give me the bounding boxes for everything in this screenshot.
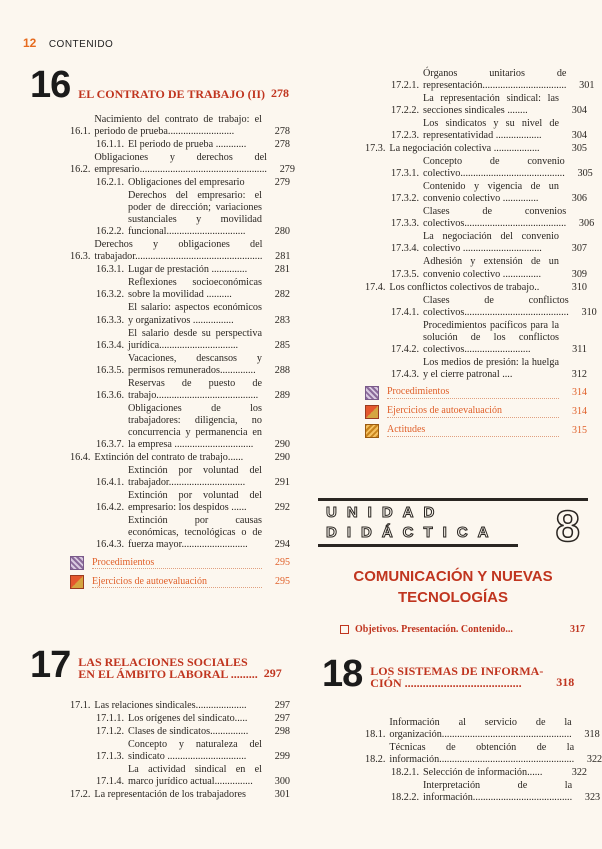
toc-entry-number: 17.1.1. (96, 713, 125, 725)
toc-entry-title: Concepto y naturaleza del sindicato ............................... (128, 739, 262, 763)
toc-entry-title: Clases de conflictos colectivos......................................... (423, 294, 569, 318)
toc-entry-page: 306 (578, 218, 595, 230)
toc-entry-title: Reservas de puesto de trabajo........................................ (128, 377, 262, 401)
unit-label-2: DIDÁCTICA (326, 524, 499, 541)
toc-entry[interactable] (70, 403, 290, 451)
toc-entry-number: 17.2. (70, 789, 91, 801)
toc-entry[interactable] (70, 277, 290, 301)
toc-entry[interactable] (365, 93, 587, 117)
toc-entry-title: Extinción por voluntad del empresario: los despidos ...... (128, 489, 262, 513)
toc-entry-title: La representación de los trabajadores (94, 789, 246, 801)
objectives-label: Objetivos. Presentación. Contenido... (355, 624, 513, 635)
toc-entry[interactable] (70, 465, 290, 489)
toc-entry-title: El salario desde su perspectiva jurídica............................... (128, 327, 262, 351)
toc-entry-number: 16.4. (70, 451, 91, 463)
toc-entry-page: 279 (274, 177, 290, 189)
toc-special-entry[interactable] (70, 556, 290, 570)
toc-entry-title: El salario: aspectos económicos y organizativos ................ (128, 302, 262, 326)
toc-entry-page: 283 (274, 314, 290, 326)
toc-entry-number: 16.3.5. (96, 364, 125, 376)
toc-entry[interactable] (70, 490, 290, 514)
page-number: 12 (23, 36, 37, 50)
toc-entry[interactable] (70, 789, 290, 801)
toc-entry-number: 16.4.3. (96, 539, 125, 551)
chapter-number: 17 (30, 644, 71, 686)
toc-entry[interactable] (70, 328, 290, 352)
chapter-page: 278 (270, 86, 289, 100)
toc-entry[interactable] (365, 767, 587, 779)
toc-entry-page: 289 (274, 389, 290, 401)
toc-entry-number: 17.3.5. (391, 268, 420, 280)
toc-entry-page: 306 (571, 193, 587, 205)
toc-special-page: 314 (572, 386, 587, 398)
toc-entry-page: 305 (577, 168, 593, 180)
toc-entry-number: 17.2.1. (391, 80, 420, 92)
toc-entry-title: La actividad sindical en el marco jurídico actual............... (128, 764, 262, 788)
toc-entry-title: Procedimientos pacíficos para la solución de los conflictos colectivos.......................... (423, 319, 559, 355)
toc-entry-number: 16.3. (70, 251, 91, 263)
toc-entry-number: 16.3.4. (96, 339, 125, 351)
toc-entry[interactable] (365, 68, 595, 92)
toc-entry-number: 16.3.6. (96, 389, 125, 401)
chapter-title-line2: EN EL ÁMBITO LABORAL ......... (78, 667, 258, 682)
toc-entry-page: 304 (571, 130, 587, 142)
toc-entry[interactable] (70, 139, 290, 151)
toc-entry-number: 17.4. (365, 281, 386, 293)
toc-entry[interactable] (70, 264, 290, 276)
toc-entry-title: Extinción por causas económicas, tecnológicas o de fuerza mayor.......................... (128, 515, 262, 551)
unit-number: 8 (555, 502, 580, 551)
chapter-page: 297 (263, 666, 282, 680)
chapter-17-toc (70, 700, 290, 802)
toc-entry-page: 288 (274, 364, 290, 376)
toc-entry-page: 294 (274, 539, 290, 551)
toc-entry[interactable] (70, 515, 290, 551)
toc-entry-title: Técnicas de obtención de la información..................................................... (389, 742, 575, 766)
toc-entry[interactable] (365, 282, 587, 294)
toc-entry[interactable] (70, 452, 290, 464)
unit-banner-top-rule (318, 498, 588, 501)
checkbox-icon (340, 625, 349, 634)
toc-entry-number: 17.3.1. (391, 168, 420, 180)
toc-entry-number: 17.1.2. (96, 726, 125, 738)
toc-entry-number: 16.2. (70, 164, 91, 176)
chapter-17-toc-continued (365, 68, 597, 438)
toc-entry[interactable] (70, 177, 290, 189)
toc-entry[interactable] (70, 700, 290, 712)
toc-entry-page: 285 (274, 339, 290, 351)
toc-entry-page: 299 (274, 751, 290, 763)
toc-entry[interactable] (70, 739, 290, 763)
chapter-number: 18 (322, 653, 363, 695)
toc-special-label: Ejercicios de autoevaluación (92, 576, 262, 589)
toc-entry-title: Clases de convenios colectivos........................................ (423, 206, 567, 230)
toc-special-label: Actitudes (387, 424, 559, 437)
toc-entry-title: Los sindicatos y su nivel de representatividad .................. (423, 118, 559, 142)
toc-entry-title: Órganos unitarios de representación................................. (423, 68, 567, 92)
toc-entry-title: Extinción del contrato de trabajo...... (94, 451, 244, 463)
toc-entry-page: 310 (571, 281, 587, 293)
toc-entry-page: 298 (274, 726, 290, 738)
page-header (23, 34, 113, 52)
toc-entry-page: 291 (274, 476, 290, 488)
toc-entry[interactable] (70, 190, 290, 238)
chapter-16-toc (70, 114, 295, 589)
toc-entry[interactable] (365, 717, 600, 741)
toc-entry-title: Interpretación de la información....................................... (423, 780, 573, 804)
toc-entry-page: 322 (571, 767, 587, 779)
toc-entry-page: 301 (274, 789, 290, 801)
objectives-page: 317 (570, 624, 585, 635)
toc-entry-page: 322 (586, 754, 602, 766)
toc-entry-number: 17.3.3. (391, 218, 420, 230)
page-header-title: CONTENIDO (48, 39, 114, 50)
toc-entry-number: 17.2.3. (391, 130, 420, 142)
toc-entry-title: La negociación del convenio colectivo ............................... (423, 231, 559, 255)
toc-entry-page: 311 (572, 343, 587, 355)
toc-entry-title: El periodo de prueba ............ (128, 139, 247, 151)
toc-entry-title: Lugar de prestación .............. (128, 264, 248, 276)
toc-entry-page: 297 (274, 713, 290, 725)
toc-entry[interactable] (70, 764, 290, 788)
toc-entry[interactable] (70, 726, 290, 738)
toc-entry[interactable] (365, 206, 595, 230)
toc-entry-number: 17.4.3. (391, 368, 420, 380)
toc-entry-title: La negociación colectiva .................. (389, 143, 540, 155)
toc-entry-page: 281 (274, 264, 290, 276)
unit-title-line2: TECNOLOGÍAS (397, 589, 508, 606)
chapter-16-heading (30, 66, 289, 104)
toc-entry-page: 307 (571, 243, 587, 255)
toc-entry[interactable] (365, 231, 587, 255)
toc-entry-title: Información al servicio de la organización................................................... (389, 717, 572, 741)
toc-entry[interactable] (365, 357, 587, 381)
toc-entry-page: 309 (571, 268, 587, 280)
attitudes-icon (365, 424, 379, 438)
toc-entry[interactable] (365, 181, 587, 205)
chapter-number: 16 (30, 64, 71, 106)
toc-entry[interactable] (365, 780, 601, 804)
unit-label: UNIDAD (326, 504, 445, 521)
chapter-title: EL CONTRATO DE TRABAJO (II) (78, 87, 265, 102)
toc-entry-number: 16.3.2. (96, 289, 125, 301)
toc-entry-number: 17.1. (70, 700, 91, 711)
toc-entry[interactable] (365, 742, 602, 766)
toc-entry-title: Derechos del empresario: el poder de dirección; variaciones sustanciales y movilidad funcional............................... (128, 190, 262, 238)
toc-entry-page: 318 (584, 729, 600, 741)
toc-entry-number: 16.2.2. (96, 226, 125, 238)
toc-entry[interactable] (365, 256, 587, 280)
toc-entry[interactable] (365, 143, 587, 155)
toc-entry-page: 300 (274, 776, 290, 788)
chapter-18-heading (322, 655, 574, 693)
toc-entry[interactable] (365, 294, 597, 319)
toc-special-entry[interactable] (70, 575, 290, 589)
toc-entry-title: Adhesión y extensión de un convenio colectivo ............... (423, 256, 559, 280)
toc-special-page: 314 (572, 405, 587, 417)
toc-special-label: Ejercicios de autoevaluación (387, 405, 559, 418)
unit-title-line1: COMUNICACIÓN Y NUEVAS (353, 568, 553, 585)
toc-entry-number: 16.4.1. (96, 476, 125, 488)
toc-special-entry[interactable] (365, 405, 587, 419)
toc-entry-number: 18.2. (365, 754, 386, 766)
toc-entry[interactable] (70, 378, 290, 402)
toc-entry[interactable] (365, 118, 587, 142)
toc-special-label: Procedimientos (92, 557, 262, 570)
toc-entry-title: Vacaciones, descansos y permisos remunerados.............. (128, 352, 262, 376)
toc-special-page: 315 (572, 424, 587, 436)
toc-entry-page: 280 (274, 226, 290, 238)
toc-entry-page: 304 (571, 105, 587, 117)
toc-entry[interactable] (365, 156, 593, 180)
chapter-title-line1: LAS RELACIONES SOCIALES (78, 654, 248, 669)
toc-entry-page: 312 (571, 368, 587, 380)
chapter-title (370, 665, 550, 693)
toc-entry-number: 17.1.4. (96, 776, 125, 788)
toc-entry-page: 279 (279, 164, 295, 176)
chapter-page: 318 (556, 675, 575, 689)
toc-entry-page: 292 (274, 501, 290, 513)
toc-entry-number: 17.4.2. (391, 343, 420, 355)
toc-entry-title: Nacimiento del contrato de trabajo: el periodo de prueba.......................... (94, 114, 262, 138)
toc-entry-number: 16.1. (70, 126, 91, 138)
toc-entry-number: 16.3.1. (96, 264, 125, 276)
toc-entry-number: 17.4.1. (391, 306, 420, 318)
chapter-title (78, 656, 257, 684)
toc-entry-number: 18.2.1. (391, 767, 420, 779)
toc-entry-page: 281 (275, 251, 291, 263)
toc-special-entry[interactable] (365, 386, 587, 400)
unit-objectives-entry[interactable] (340, 624, 585, 635)
toc-entry-page: 282 (274, 289, 290, 301)
toc-entry-title: Reflexiones socioeconómicas sobre la movilidad .......... (128, 277, 262, 301)
procedures-icon (70, 556, 84, 570)
toc-entry-number: 17.3.4. (391, 243, 420, 255)
toc-entry-number: 17.1.3. (96, 751, 125, 763)
toc-entry-number: 16.1.1. (96, 139, 125, 151)
chapter-title-line2: CIÓN ....................................... (370, 676, 522, 691)
procedures-icon (365, 386, 379, 400)
toc-entry-number: 16.2.1. (96, 177, 125, 189)
toc-entry-title: Extinción por voluntad del trabajador.............................. (128, 464, 262, 488)
toc-entry-number: 17.3. (365, 143, 386, 155)
toc-entry-number: 16.4.2. (96, 501, 125, 513)
toc-entry-page: 297 (274, 700, 290, 711)
toc-entry-title: Los medios de presión: la huelga y el cierre patronal .... (423, 356, 559, 380)
toc-entry-title: Concepto de convenio colectivo......................................... (423, 156, 565, 180)
toc-entry-number: 18.2.2. (391, 792, 420, 804)
toc-entry[interactable] (70, 152, 295, 176)
toc-entry-page: 323 (584, 792, 601, 804)
self-evaluation-icon (365, 405, 379, 419)
toc-special-label: Procedimientos (387, 386, 559, 399)
self-evaluation-icon (70, 575, 84, 589)
toc-entry-page: 310 (581, 306, 597, 318)
unit-banner (318, 498, 588, 550)
toc-entry-title: Los conflictos colectivos de trabajo.. (389, 281, 540, 293)
toc-entry-page: 305 (571, 143, 587, 155)
toc-entry-page: 290 (274, 438, 290, 450)
toc-entry-page: 290 (274, 451, 290, 463)
toc-entry-number: 17.2.2. (391, 105, 420, 117)
toc-entry-number: 17.3.2. (391, 193, 420, 205)
toc-entry-title: Obligaciones de los trabajadores: diligencia, no concurrencia y permanencia en la empresa ............................... (128, 402, 262, 450)
toc-entry-title: Selección de información...... (423, 767, 543, 779)
toc-entry-title: Los orígenes del sindicato..... (128, 713, 248, 725)
toc-entry-number: 18.1. (365, 729, 386, 741)
toc-entry-number: 16.3.7. (96, 438, 125, 450)
toc-entry-title: Derechos y obligaciones del trabajador.................................................. (94, 239, 263, 263)
toc-entry-page: 301 (579, 80, 595, 92)
toc-entry[interactable] (70, 302, 290, 326)
chapter-18-toc (365, 717, 602, 805)
toc-entry-title: Contenido y vigencia de un convenio colectivo .............. (423, 181, 559, 205)
toc-entry-title: Clases de sindicatos............... (128, 726, 249, 738)
chapter-title-line1: LOS SISTEMAS DE INFORMA- (370, 663, 544, 678)
unit-banner-bottom-rule (318, 544, 518, 547)
toc-entry-page: 278 (274, 139, 290, 151)
toc-entry[interactable] (70, 713, 290, 725)
toc-entry-number: 16.3.3. (96, 314, 125, 326)
toc-entry-page: 278 (274, 126, 290, 138)
toc-entry[interactable] (70, 353, 290, 377)
toc-entry-title: Obligaciones del empresario (128, 177, 245, 189)
toc-entry[interactable] (70, 239, 290, 263)
toc-special-page: 295 (275, 576, 290, 588)
unit-title (318, 566, 588, 608)
toc-entry-title: Las relaciones sindicales.................... (94, 700, 247, 711)
toc-entry[interactable] (365, 320, 587, 356)
toc-entry-title: Obligaciones y derechos del empresario.................................................. (94, 152, 267, 176)
toc-special-page: 295 (275, 557, 290, 569)
toc-entry-title: La representación sindical: las secciones sindicales ........ (423, 93, 559, 117)
toc-entry[interactable] (70, 114, 290, 138)
chapter-17-heading (30, 646, 282, 684)
toc-special-entry[interactable] (365, 424, 587, 438)
